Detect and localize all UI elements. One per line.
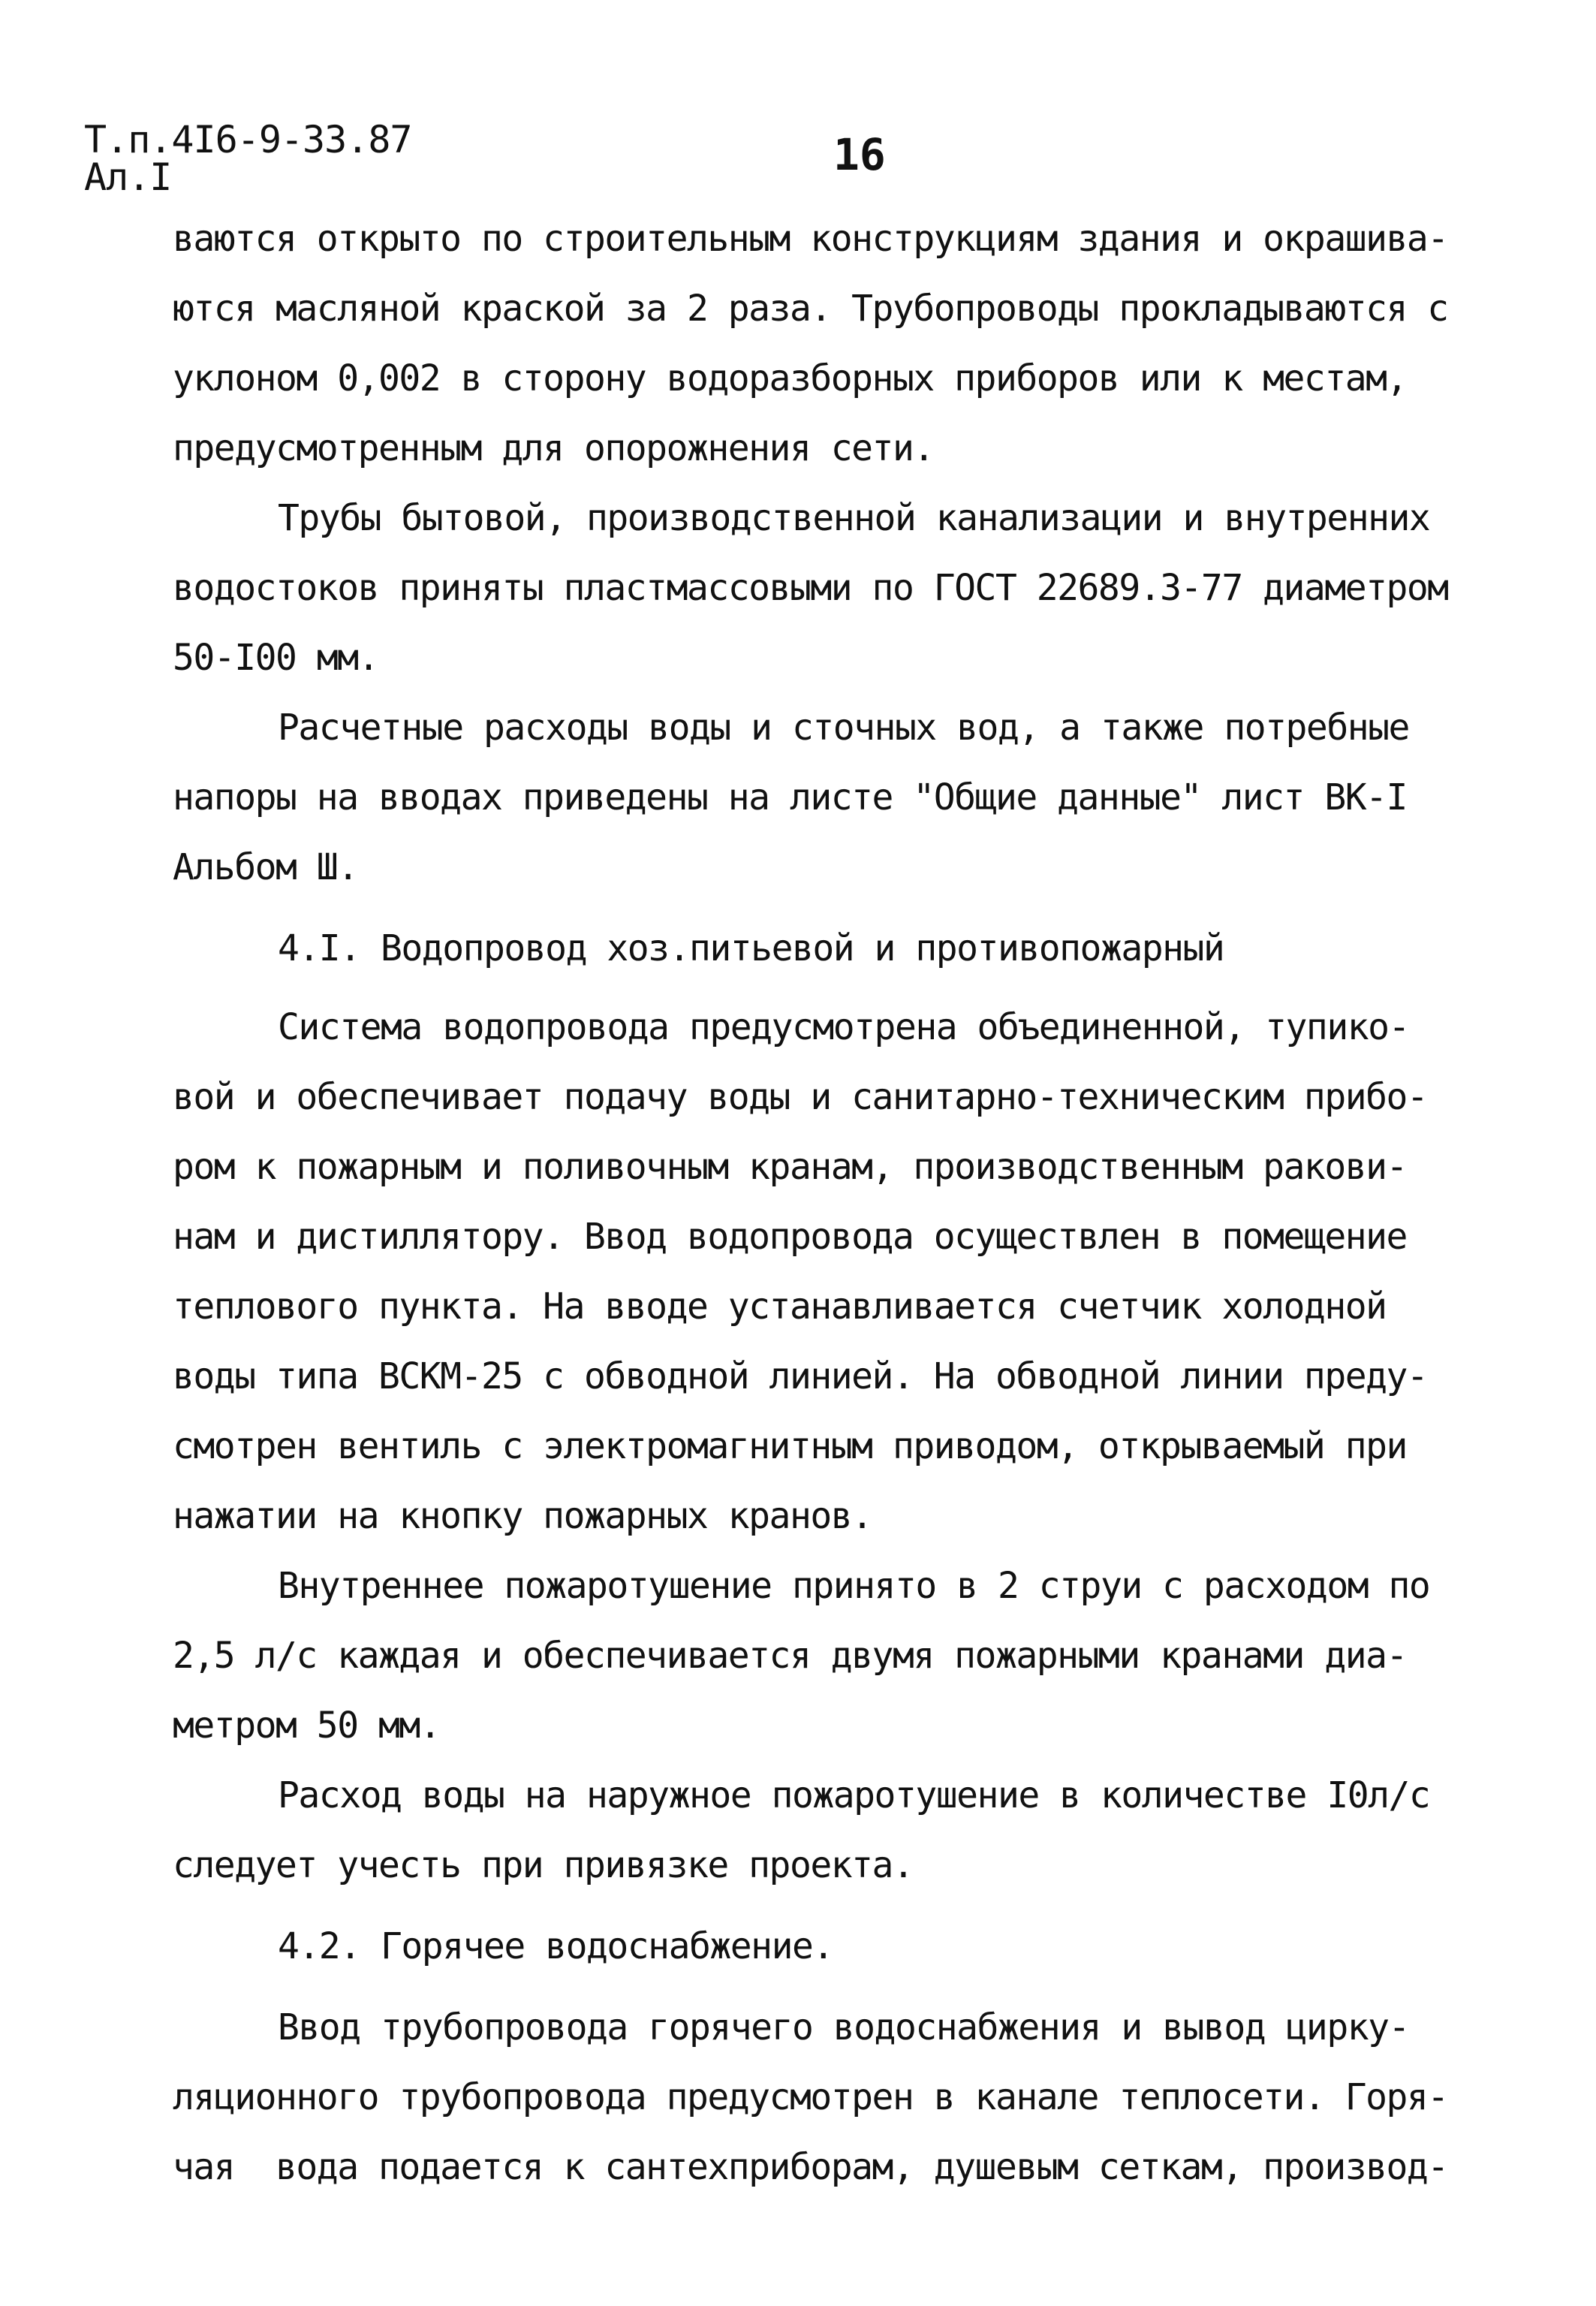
text-line: уклоном 0,002 в сторону водоразборных приборов или к местам, bbox=[173, 357, 1407, 399]
text-line: напоры на вводах приведены на листе "Общие данные" лист ВК-I bbox=[173, 776, 1407, 818]
text-line: предусмотренным для опорожнения сети. bbox=[173, 427, 934, 469]
text-line: метром 50 мм. bbox=[173, 1705, 441, 1747]
text-line: Трубы бытовой, производственной канализации и внутренних bbox=[278, 497, 1430, 539]
text-line: Система водопровода предусмотрена объединенной, тупико- bbox=[278, 1006, 1409, 1048]
page-number: 16 bbox=[833, 129, 886, 180]
text-line: ляционного трубопровода предусмотрен в канале теплосети. Горя- bbox=[173, 2076, 1448, 2118]
section-heading-4-2: 4.2. Горячее водоснабжение. bbox=[278, 1925, 833, 1967]
text-line: ются масляной краской за 2 раза. Трубопроводы прокладываются с bbox=[173, 288, 1448, 330]
text-line: чая вода подается к сантехприборам, душевым сеткам, производ- bbox=[173, 2146, 1448, 2188]
section-heading-4-1: 4.I. Водопровод хоз.питьевой и противопожарный bbox=[278, 927, 1224, 969]
text-line: Расход воды на наружное пожаротушение в количестве I0л/с bbox=[278, 1774, 1430, 1816]
text-line: ром к пожарным и поливочным кранам, производственным ракови- bbox=[173, 1146, 1407, 1188]
text-line: вой и обеспечивает подачу воды и санитарно-техническим прибо- bbox=[173, 1076, 1428, 1118]
text-line: воды типа ВСКМ-25 с обводной линией. На обводной линии преду- bbox=[173, 1355, 1428, 1397]
text-line: Расчетные расходы воды и сточных вод, а также потребные bbox=[278, 707, 1409, 749]
text-line: ваются открыто по строительным конструкциям здания и окрашива- bbox=[173, 218, 1448, 260]
text-line: Ввод трубопровода горячего водоснабжения и вывод цирку- bbox=[278, 2006, 1409, 2048]
text-line: следует учесть при привязке проекта. bbox=[173, 1844, 914, 1886]
text-line: 2,5 л/с каждая и обеспечивается двумя пожарными кранами диа- bbox=[173, 1635, 1407, 1677]
text-line: смотрен вентиль с электромагнитным приводом, открываемый при bbox=[173, 1425, 1407, 1467]
album-label: Ал.I bbox=[84, 155, 172, 199]
text-line: Внутреннее пожаротушение принято в 2 струи с расходом по bbox=[278, 1565, 1430, 1607]
text-line: водостоков приняты пластмассовыми по ГОСТ 22689.3-77 диаметром bbox=[173, 567, 1448, 609]
text-line: нам и дистиллятору. Ввод водопровода осуществлен в помещение bbox=[173, 1216, 1407, 1258]
text-line: Альбом Ш. bbox=[173, 846, 358, 888]
text-line: теплового пункта. На вводе устанавливается счетчик холодной bbox=[173, 1286, 1387, 1328]
text-line: нажатии на кнопку пожарных кранов. bbox=[173, 1495, 872, 1537]
document-code: Т.п.4I6-9-33.87 bbox=[84, 118, 412, 161]
text-line: 50-I00 мм. bbox=[173, 637, 378, 679]
